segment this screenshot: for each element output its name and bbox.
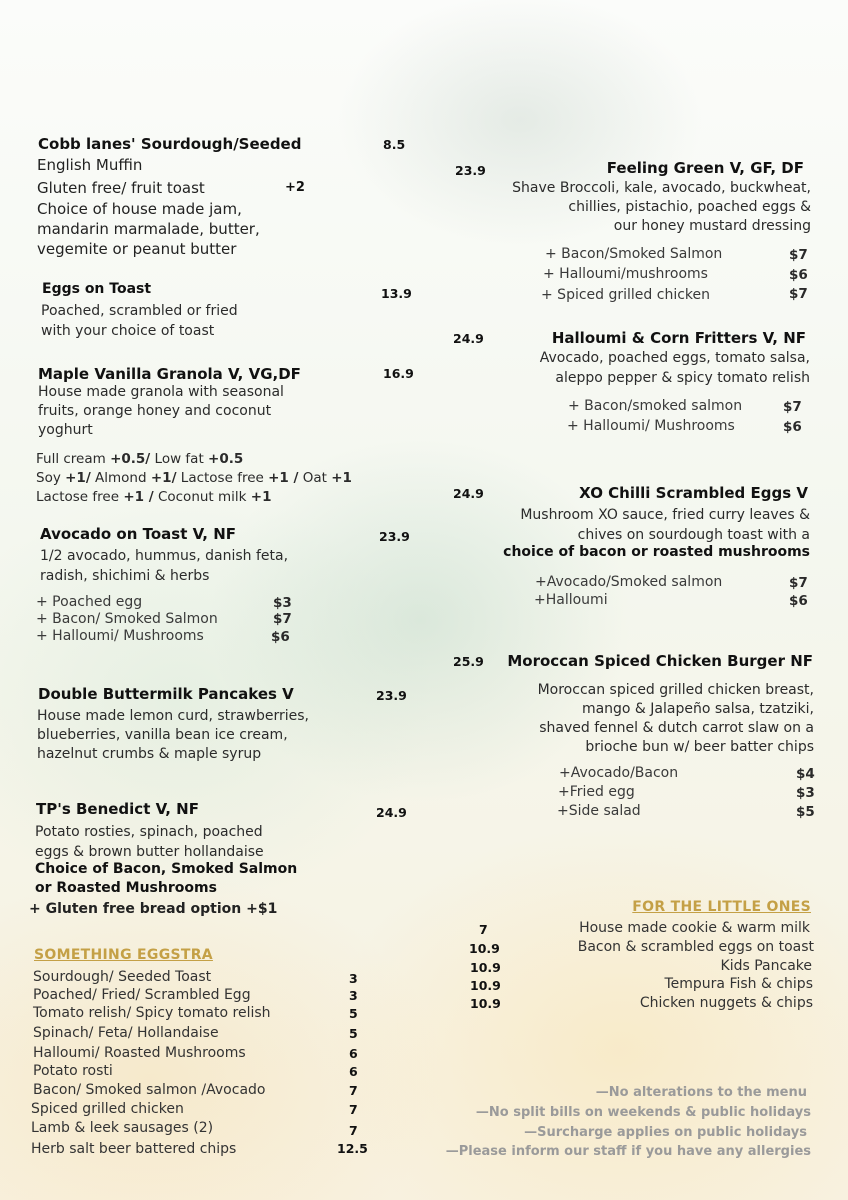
kids-label: Bacon & scrambled eggs on toast	[577, 939, 814, 955]
item-desc-bold: Choice of Bacon, Smoked Salmon	[35, 861, 298, 877]
addon-label: + Halloumi/ Mushrooms	[567, 418, 735, 434]
addon-price: $4	[796, 766, 815, 782]
addon-price: $7	[789, 286, 808, 302]
addon-price: $7	[273, 611, 292, 627]
addon-price: $6	[789, 267, 808, 283]
side-price: 5	[349, 1026, 358, 1041]
item-desc: chives on sourdough toast with a	[577, 527, 810, 543]
side-label: Poached/ Fried/ Scrambled Egg	[33, 987, 251, 1003]
side-price: 3	[349, 971, 358, 986]
item-desc: mandarin marmalade, butter,	[37, 220, 260, 238]
addon-label: +Avocado/Bacon	[559, 765, 679, 781]
item-title: Maple Vanilla Granola V, VG,DF	[38, 365, 301, 383]
addon-price: $6	[271, 629, 290, 645]
item-title: Avocado on Toast V, NF	[40, 525, 237, 543]
addon-price: $7	[789, 575, 808, 591]
addon-price: $7	[783, 399, 802, 415]
item-title: Eggs on Toast	[42, 281, 152, 297]
item-desc: brioche bun w/ beer batter chips	[585, 739, 814, 755]
item-price: 16.9	[383, 366, 414, 381]
item-desc: aleppo pepper & spicy tomato relish	[555, 370, 810, 386]
item-price: 23.9	[379, 529, 410, 544]
item-desc: with your choice of toast	[41, 323, 215, 339]
item-desc: Poached, scrambled or fried	[41, 303, 238, 319]
item-desc: mango & Jalapeño salsa, tzatziki,	[581, 701, 814, 717]
side-label: Spinach/ Feta/ Hollandaise	[33, 1025, 219, 1041]
section-heading: SOMETHING EGGSTRA	[34, 947, 213, 963]
side-price: 7	[349, 1083, 358, 1098]
item-desc: vegemite or peanut butter	[37, 240, 237, 258]
side-label: Halloumi/ Roasted Mushrooms	[33, 1045, 246, 1061]
side-price: 5	[349, 1006, 358, 1021]
side-price: 6	[349, 1046, 358, 1061]
note-line: —Surcharge applies on public holidays	[524, 1125, 807, 1140]
item-price: 24.9	[453, 331, 484, 346]
addon-price: $6	[783, 419, 802, 435]
kids-label: Kids Pancake	[720, 958, 812, 974]
addon-label: + Spiced grilled chicken	[541, 287, 711, 303]
item-desc: fruits, orange honey and coconut	[38, 403, 272, 419]
addon-label: + Bacon/smoked salmon	[568, 398, 743, 414]
item-title: TP's Benedict V, NF	[36, 800, 199, 818]
milk-options-line: Full cream +0.5/ Low fat +0.5	[36, 451, 244, 467]
item-desc: Avocado, poached eggs, tomato salsa,	[539, 350, 810, 366]
item-desc: Shave Broccoli, kale, avocado, buckwheat,	[512, 180, 811, 196]
item-desc: English Muffin	[37, 156, 143, 174]
item-price: 23.9	[376, 688, 407, 703]
item-desc: shaved fennel & dutch carrot slaw on a	[539, 720, 814, 736]
item-title: Moroccan Spiced Chicken Burger NF	[507, 652, 813, 670]
item-price: 24.9	[453, 486, 484, 501]
item-price: 13.9	[381, 286, 412, 301]
item-desc: eggs & brown butter hollandaise	[35, 844, 264, 860]
item-desc: Choice of house made jam,	[37, 200, 242, 218]
addon-price: $6	[789, 593, 808, 609]
side-price: 7	[349, 1102, 358, 1117]
addon-price: $3	[273, 595, 292, 611]
side-price: 3	[349, 988, 358, 1003]
item-title: XO Chilli Scrambled Eggs V	[579, 484, 808, 502]
addon-price: $5	[796, 804, 815, 820]
note-line: —Please inform our staff if you have any allergies	[445, 1144, 811, 1159]
kids-price: 10.9	[470, 960, 501, 975]
side-price: 7	[349, 1123, 358, 1138]
kids-label: Chicken nuggets & chips	[639, 995, 813, 1011]
item-desc: yoghurt	[38, 422, 93, 438]
kids-price: 10.9	[470, 996, 501, 1011]
addon-label: + Poached egg	[36, 594, 143, 610]
side-price: 6	[349, 1064, 358, 1079]
item-desc-bold: choice of bacon or roasted mushrooms	[503, 544, 810, 560]
item-desc: blueberries, vanilla bean ice cream,	[37, 727, 288, 743]
side-label: Sourdough/ Seeded Toast	[33, 969, 212, 985]
item-title: Cobb lanes' Sourdough/Seeded	[38, 135, 302, 153]
item-desc-bold: or Roasted Mushrooms	[35, 880, 217, 896]
kids-label: Tempura Fish & chips	[664, 976, 813, 992]
addon-label: +Fried egg	[558, 784, 635, 800]
side-price: 12.5	[337, 1141, 368, 1156]
item-price: 25.9	[453, 654, 484, 669]
item-title: Halloumi & Corn Fritters V, NF	[551, 329, 806, 347]
item-addon-price: +2	[285, 180, 305, 195]
kids-price: 7	[479, 922, 488, 937]
item-desc: hazelnut crumbs & maple syrup	[37, 746, 262, 762]
item-title: Double Buttermilk Pancakes V	[38, 685, 294, 703]
section-heading: FOR THE LITTLE ONES	[632, 899, 811, 915]
note-line: —No split bills on weekends & public holidays	[475, 1105, 811, 1120]
side-label: Tomato relish/ Spicy tomato relish	[33, 1005, 271, 1021]
item-desc: 1/2 avocado, hummus, danish feta,	[40, 548, 289, 564]
addon-label: +Halloumi	[534, 592, 608, 608]
milk-options-line: Lactose free +1 / Coconut milk +1	[36, 489, 272, 505]
item-desc: Gluten free/ fruit toast	[37, 179, 205, 197]
side-label: Spiced grilled chicken	[31, 1101, 184, 1117]
item-desc: chillies, pistachio, poached eggs &	[568, 199, 811, 215]
milk-options-line: Soy +1/ Almond +1/ Lactose free +1 / Oat +1	[36, 470, 352, 486]
item-price: 23.9	[455, 163, 486, 178]
addon-price: $7	[789, 247, 808, 263]
item-desc: House made granola with seasonal	[38, 384, 284, 400]
item-desc: Moroccan spiced grilled chicken breast,	[537, 682, 814, 698]
item-price: 24.9	[376, 805, 407, 820]
side-label: Lamb & leek sausages (2)	[31, 1120, 214, 1136]
addon-label: +Avocado/Smoked salmon	[535, 574, 723, 590]
note-line: —No alterations to the menu	[595, 1085, 807, 1100]
gluten-free-option: + Gluten free bread option +$1	[29, 901, 278, 917]
item-desc: House made lemon curd, strawberries,	[37, 708, 309, 724]
addon-label: + Bacon/ Smoked Salmon	[36, 611, 218, 627]
addon-label: + Bacon/Smoked Salmon	[545, 246, 723, 262]
item-desc: our honey mustard dressing	[613, 218, 811, 234]
item-price: 8.5	[383, 137, 406, 152]
kids-price: 10.9	[470, 978, 501, 993]
item-title: Feeling Green V, GF, DF	[606, 159, 804, 177]
addon-price: $3	[796, 785, 815, 801]
side-label: Potato rosti	[33, 1063, 113, 1079]
kids-price: 10.9	[469, 941, 500, 956]
addon-label: + Halloumi/mushrooms	[543, 266, 708, 282]
item-desc: radish, shichimi & herbs	[40, 568, 210, 584]
kids-label: House made cookie & warm milk	[579, 920, 810, 936]
item-desc: Potato rosties, spinach, poached	[35, 824, 263, 840]
side-label: Herb salt beer battered chips	[31, 1141, 237, 1157]
side-label: Bacon/ Smoked salmon /Avocado	[33, 1082, 266, 1098]
addon-label: + Halloumi/ Mushrooms	[36, 628, 204, 644]
item-desc: Mushroom XO sauce, fried curry leaves &	[520, 507, 810, 523]
addon-label: +Side salad	[557, 803, 641, 819]
